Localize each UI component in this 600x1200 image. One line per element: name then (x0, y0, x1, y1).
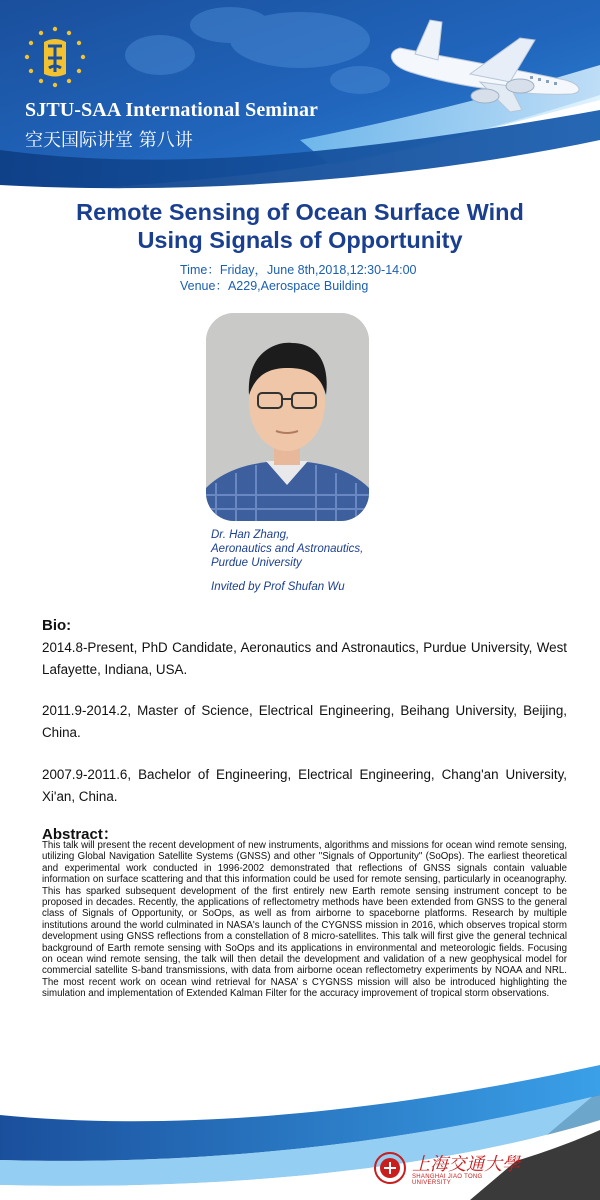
talk-title-line1: Remote Sensing of Ocean Surface Wind (76, 199, 524, 225)
seminar-title-en: SJTU-SAA International Seminar (25, 99, 319, 121)
sjtu-name-cn: 上海交通大學 (412, 1154, 520, 1175)
airplane-icon (360, 8, 590, 118)
talk-title (0, 198, 600, 254)
bio-heading: Bio: (42, 617, 72, 634)
talk-title-line2: Using Signals of Opportunity (137, 227, 463, 253)
sjtu-logo (372, 1150, 522, 1186)
speaker-portrait (206, 313, 369, 521)
speaker-info (211, 528, 363, 570)
seminar-title-cn: 空天国际讲堂 第八讲 (25, 130, 193, 151)
abstract-text: This talk will present the recent development of new instruments, algorithms and missions for ocean wind remote sensing, utilizing Global Navigation Satellite Systems (GNSS) and other "Signals of Opportunity" (SoOps). The earliest theoretical and experimental work conducted in 1996-2002 demonstrated that reflections of GNSS signals contain valuable information on surface scattering and that this information could be used for remote sensing, particularly in oceanography. This has sparked subsequent development of the first entirely new Earth remote sensing instrument concept to be proposed in decades. Recently, the applications of reflectometry methods have been extended from GNSS to the general class of Signals of Opportunity, or SoOps, as well as from airborne to spaceborne platforms. Research by multiple institutions around the world culminated in NASA's launch of the CYGNSS mission in 2016, which observes tropical storm development using GNSS reflections from a constellation of 8 micro-satellites. This talk will first give the general technical background of Earth remote sensing with SoOps and its applications in environmental and meteorologic fields. Focusing on ocean wind remote sensing, the talk will then detail the development and validation of a new geophysical model for commercial satellite S-band transmissions, with data from airborne ocean reflectometry experiments by NOAA and NRL. The most recent work on ocean wind retrieval for NASA’ s CYGNSS mission will also be introduced highlighting the simulation and implementation of Extended Kalman Filter for the accuracy improvement of tropical storm observations. (42, 840, 567, 1000)
invited-by: Invited by Prof Shufan Wu (211, 581, 345, 593)
bio-entry: 2014.8-Present, PhD Candidate, Aeronautics and Astronautics, Purdue University, West Lafayette, Indiana, USA. (42, 640, 567, 677)
talk-time: Time：Friday，June 8th,2018,12:30-14:00 (180, 263, 417, 277)
sjtu-name-en: SHANGHAI JIAO TONG UNIVERSITY (412, 1174, 483, 1186)
talk-venue: Venue：A229,Aerospace Building (180, 279, 369, 293)
speaker-name: Dr. Han Zhang, (211, 529, 290, 541)
speaker-dept: Aeronautics and Astronautics, (211, 543, 364, 555)
bio-entry: 2007.9-2011.6, Bachelor of Engineering, Electrical Engineering, Chang'an University, Xi'an, China. (42, 767, 567, 804)
speaker-photo (206, 313, 369, 521)
abstract-heading: Abstract： (42, 826, 118, 843)
bio-entry: 2011.9-2014.2, Master of Science, Electrical Engineering, Beihang University, Beijing, China. (42, 703, 567, 740)
speaker-univ: Purdue University (211, 557, 302, 569)
seminar-logo-icon (22, 24, 88, 90)
header-banner (0, 0, 600, 200)
talk-meta (180, 262, 416, 294)
